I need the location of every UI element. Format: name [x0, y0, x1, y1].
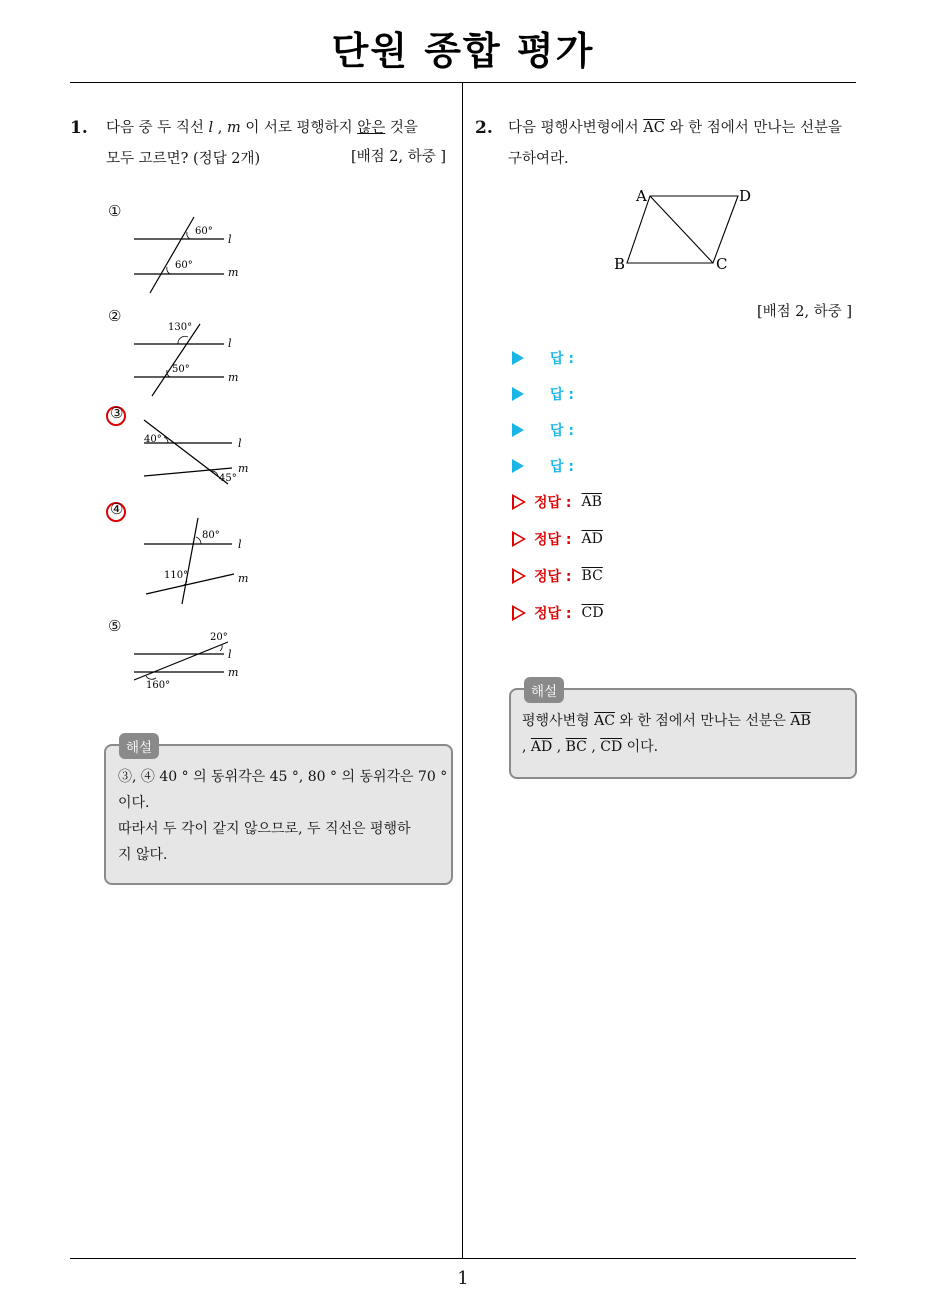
- choice-label-5: ⑤: [108, 617, 122, 635]
- choice-label-2: ②: [108, 307, 122, 325]
- choice-figure-4: [138, 514, 258, 608]
- answer-label: 답 :: [550, 459, 574, 475]
- play-triangle-icon: [512, 423, 524, 437]
- explanation-text: [522, 708, 852, 760]
- angle-label: 60°: [175, 260, 193, 271]
- play-triangle-icon: [512, 459, 524, 473]
- explanation-part: 와 한 점에서 만나는 선분은: [619, 713, 786, 729]
- line-label: l: [228, 233, 232, 246]
- angle-label: 80°: [202, 530, 220, 541]
- underlined-word: 않은: [357, 120, 386, 136]
- angle-label: 40°: [144, 434, 162, 445]
- outline-triangle-icon: [512, 568, 526, 584]
- answer-label: 답 :: [550, 423, 574, 439]
- page-number: 1: [457, 1268, 469, 1289]
- answer-row: [512, 348, 574, 368]
- correct-label: 정답 :: [534, 495, 572, 511]
- score-label: [배점 2, 하중 ]: [351, 149, 447, 165]
- correct-label: 정답 :: [534, 606, 572, 622]
- question-text: [508, 113, 858, 175]
- column-divider: [462, 83, 463, 1259]
- segment: $\overline{BC}$: [565, 739, 587, 755]
- parallelogram-figure: [605, 184, 765, 276]
- answer-row: [512, 420, 574, 440]
- page-title: 단원 종합 평가: [331, 29, 595, 73]
- q2-text-a: 다음 평행사변형에서: [508, 120, 639, 136]
- choice-label-3: ③: [110, 404, 124, 422]
- choice-label-1: ①: [108, 202, 122, 220]
- vertex-label: A: [636, 187, 647, 205]
- choice-label-4: ④: [110, 500, 124, 518]
- vertex-label: B: [614, 255, 626, 273]
- correct-label: 정답 :: [534, 532, 572, 548]
- answer-label: 답 :: [550, 351, 574, 367]
- answer-row: [512, 384, 574, 404]
- angle-label: 20°: [210, 632, 228, 643]
- explanation-line: ③, ④ 40 ° 의 동위각은 45 °, 80 ° 의 동위각은 70 °: [118, 769, 448, 785]
- angle-label: 110°: [164, 570, 189, 581]
- angle-label: 160°: [146, 680, 171, 691]
- line-label: m: [238, 462, 249, 475]
- play-triangle-icon: [512, 387, 524, 401]
- comma: ,: [591, 739, 596, 755]
- comma: ,: [522, 739, 527, 755]
- comma: ,: [217, 120, 223, 136]
- line-label: m: [228, 266, 239, 279]
- q2-text-line2: 구하여라.: [508, 151, 569, 167]
- vertex-label: D: [739, 187, 752, 205]
- explanation-line: 따라서 두 각이 같지 않으므로, 두 직선은 평행하: [118, 821, 411, 837]
- segment-ac: $\overline{AC}$: [643, 120, 665, 136]
- play-triangle-icon: [512, 351, 524, 365]
- segment: $\overline{CD}$: [600, 739, 623, 755]
- segment: $\overline{AD}$: [530, 739, 553, 755]
- footer-rule: [70, 1258, 856, 1259]
- correct-value: $\overline{AB}$: [581, 494, 602, 510]
- explanation-text: [118, 764, 448, 868]
- segment-ac: $\overline{AC}$: [594, 713, 615, 729]
- correct-value: $\overline{AD}$: [581, 531, 603, 547]
- vertex-label: C: [716, 255, 728, 273]
- explanation-line: 지 않다.: [118, 847, 168, 863]
- correct-value: $\overline{BC}$: [581, 568, 603, 584]
- correct-answer-row: [512, 603, 603, 623]
- comma: ,: [556, 739, 562, 755]
- q1-text-line2: 모두 고르면? (정답 2개): [106, 151, 261, 167]
- question-number: 2.: [475, 118, 493, 138]
- choice-figure-1: [128, 214, 248, 296]
- answer-label: 답 :: [550, 387, 574, 403]
- explanation-tag: 해설: [119, 733, 159, 759]
- line-label: m: [238, 572, 249, 585]
- choice-figure-3: [138, 416, 258, 488]
- correct-value: $\overline{CD}$: [581, 605, 604, 621]
- angle-label: 50°: [172, 364, 190, 375]
- angle-label: 45°: [219, 473, 237, 484]
- outline-triangle-icon: [512, 531, 526, 547]
- header-rule: [70, 82, 856, 83]
- explanation-tag: 해설: [524, 677, 564, 703]
- answer-row: [512, 456, 574, 476]
- var-m: m: [226, 120, 241, 136]
- segment: $\overline{AB}$: [790, 713, 811, 729]
- explanation-line: 이다.: [118, 795, 150, 811]
- angle-label: 60°: [195, 226, 213, 237]
- q2-text-b: 와 한 점에서 만나는 선분을: [669, 120, 842, 136]
- correct-answer-row: [512, 566, 603, 586]
- line-label: m: [228, 371, 239, 384]
- line-label: l: [238, 437, 242, 450]
- outline-triangle-icon: [512, 494, 526, 510]
- line-label: l: [228, 648, 232, 661]
- line-label: l: [238, 538, 242, 551]
- q1-text-c: 것을: [389, 120, 418, 136]
- line-label: l: [228, 337, 232, 350]
- correct-answer-row: [512, 529, 603, 549]
- choice-figure-2: [128, 318, 248, 398]
- question-number: 1.: [70, 118, 88, 138]
- var-l: l: [208, 120, 214, 136]
- angle-label: 130°: [168, 322, 193, 333]
- explanation-part: 평행사변형: [522, 713, 590, 729]
- outline-triangle-icon: [512, 605, 526, 621]
- explanation-part: 이다.: [626, 739, 659, 755]
- choice-figure-5: [128, 628, 248, 692]
- q1-text-b: 이 서로 평행하지: [245, 120, 353, 136]
- correct-label: 정답 :: [534, 569, 572, 585]
- correct-answer-row: [512, 492, 602, 512]
- q1-text-a: 다음 중 두 직선: [106, 120, 204, 136]
- score-label: [배점 2, 하중 ]: [757, 304, 853, 320]
- line-label: m: [228, 666, 239, 679]
